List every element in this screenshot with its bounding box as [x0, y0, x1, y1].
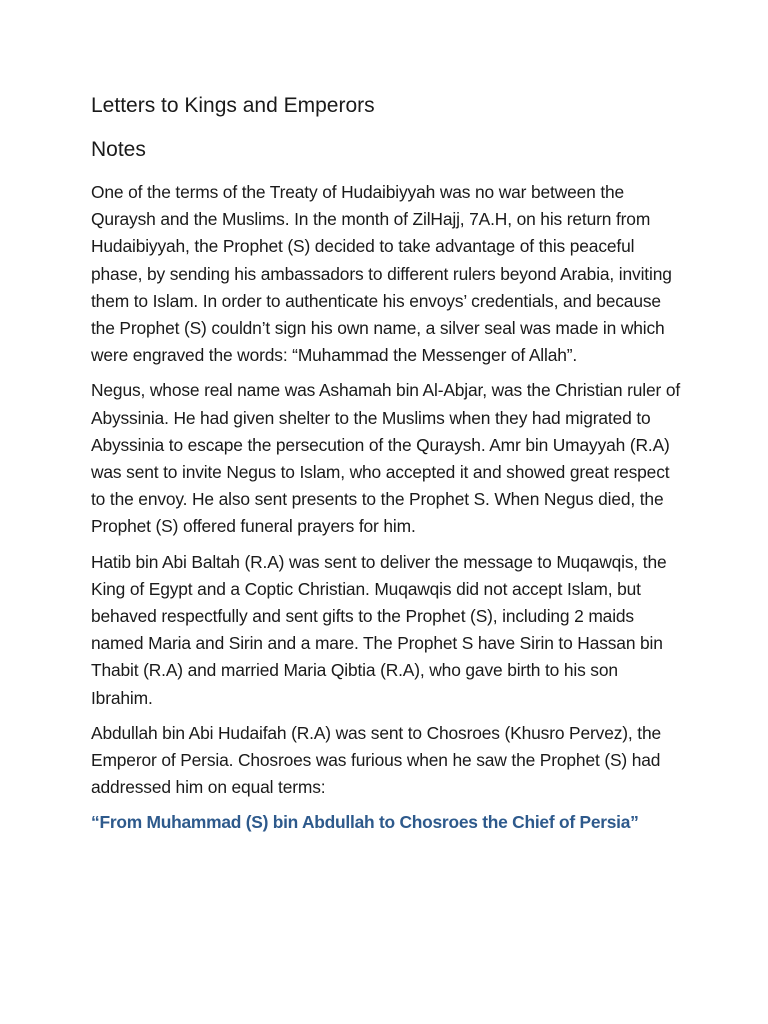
document-page: [91, 92, 681, 837]
paragraph-chosroes: Abdullah bin Abi Hudaifah (R.A) was sent to Chosroes (Khusro Pervez), the Emperor of Persia. Chosroes was furious when he saw the Prophet (S) had addressed him on equal terms:: [91, 722, 661, 798]
document-title: Letters to Kings and Emperors: [91, 94, 375, 117]
letter-quote: “From Muhammad (S) bin Abdullah to Chosroes the Chief of Persia”: [91, 812, 639, 833]
paragraph-muqawqis: Hatib bin Abi Baltah (R.A) was sent to deliver the message to Muqawqis, the King of Egypt and a Coptic Christian. Muqawqis did not accept Islam, but behaved respectfully and sent gifts to the Prophet (S), including 2 maids named Maria and Sirin and a mare. The Prophet S have Sirin to Hassan bin Thabit (R.A) and married Maria Qibtia (R.A), who gave birth to his son Ibrahim.: [91, 551, 667, 708]
document-subtitle: Notes: [91, 138, 146, 161]
paragraph-negus: Negus, whose real name was Ashamah bin Al-Abjar, was the Christian ruler of Abyssinia. He had given shelter to the Muslims when they had migrated to Abyssinia to escape the persecution of the Quraysh. Amr bin Umayyah (R.A) was sent to invite Negus to Islam, who accepted it and showed great respect to the envoy. He also sent presents to the Prophet S. When Negus died, the Prophet (S) offered funeral prayers for him.: [91, 380, 681, 537]
paragraph-treaty: One of the terms of the Treaty of Hudaibiyyah was no war between the Quraysh and the Muslims. In the month of ZilHajj, 7A.H, on his return from Hudaibiyyah, the Prophet (S) decided to take advantage of this peaceful phase, by sending his ambassadors to different rulers beyond Arabia, inviting them to Islam. In order to authenticate his envoys’ credentials, and because the Prophet (S) couldn’t sign his own name, a silver seal was made in which were engraved the words: “Muhammad the Messenger of Allah”.: [91, 182, 672, 366]
